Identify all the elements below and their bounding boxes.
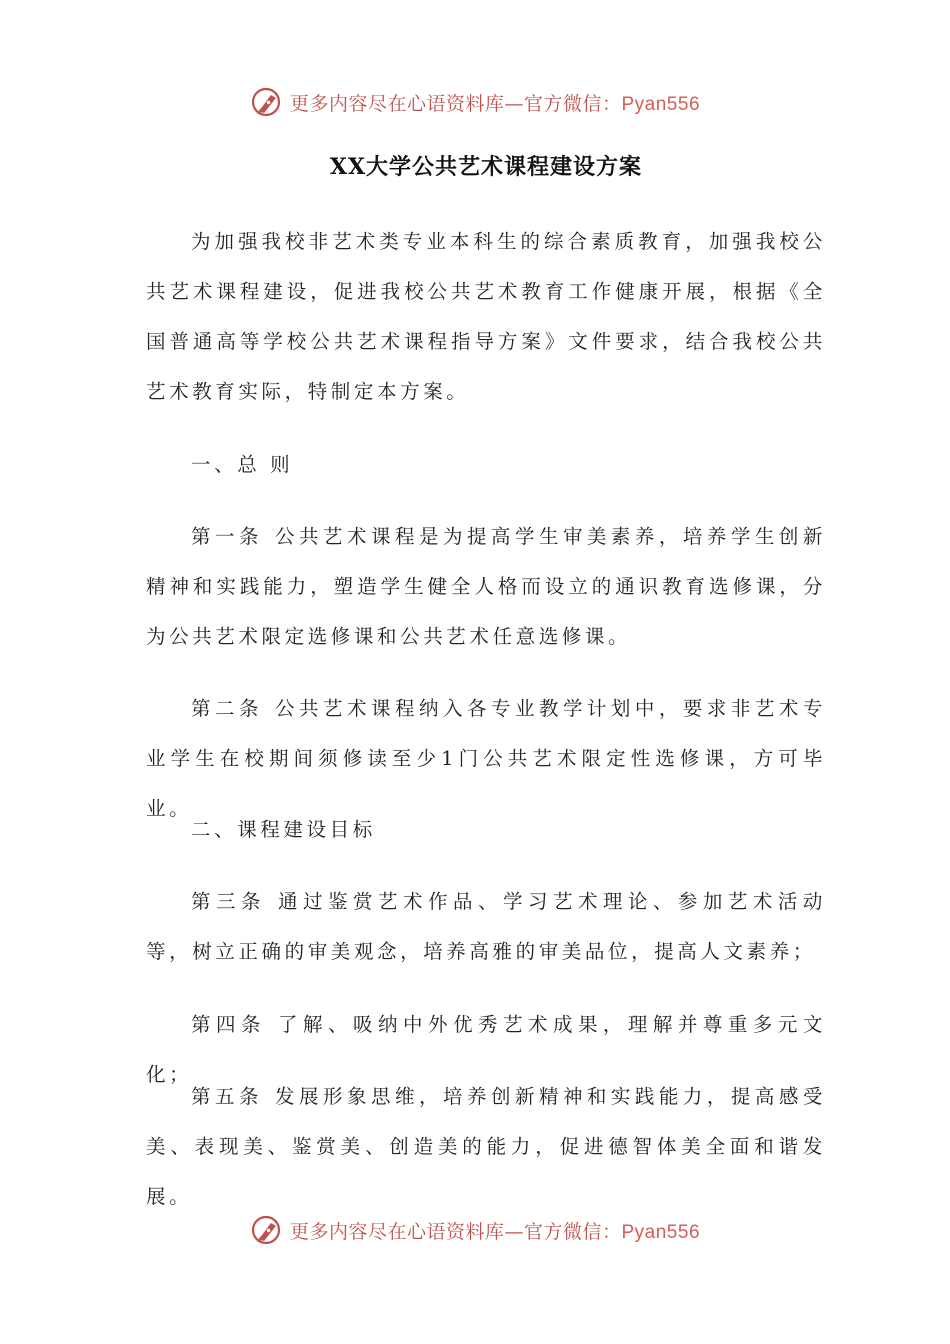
article-number: 第五条	[191, 1085, 263, 1108]
article-5	[146, 1072, 826, 1222]
footer-banner	[0, 1210, 950, 1250]
banner-text-main: 更多内容尽在心语资料库—官方微信：	[289, 92, 622, 115]
banner-text	[290, 1217, 700, 1244]
article-number: 第三条	[191, 890, 266, 913]
article-number: 第一条	[191, 525, 263, 548]
pen-nib-logo-icon	[250, 85, 284, 119]
document-title: XX大学公共艺术课程建设方案	[329, 154, 643, 180]
article-3	[146, 877, 826, 977]
article-text: 发展形象思维，培养创新精神和实践能力，提高感受美、表现美、鉴赏美、创造美的能力，促进德智体美全面和谐发展。	[146, 1085, 826, 1208]
article-text: 公共艺术课程纳入各专业教学计划中，要求非艺术专业学生在校期间须修读至少1门公共艺术限定性选修课，方可毕业。	[146, 697, 826, 820]
pen-nib-logo-icon	[250, 1213, 284, 1247]
article-number: 第二条	[191, 697, 263, 720]
banner-text-main: 更多内容尽在心语资料库—官方微信：	[289, 1220, 622, 1243]
article-text: 了解、吸纳中外优秀艺术成果，理解并尊重多元文化；	[146, 1013, 826, 1086]
section-heading-goals: 二、课程建设目标	[191, 818, 376, 841]
article-number: 第四条	[191, 1013, 266, 1036]
header-banner	[0, 82, 950, 122]
header-banner-content	[250, 85, 700, 119]
footer-banner-content	[250, 1213, 700, 1247]
intro-paragraph: 为加强我校非艺术类专业本科生的综合素质教育，加强我校公共艺术课程建设，促进我校公共艺术教育工作健康开展，根据《全国普通高等学校公共艺术课程指导方案》文件要求，结合我校公共艺术教育实际，特制定本方案。	[146, 230, 826, 403]
section-heading-general: 一、总 则	[191, 453, 294, 476]
article-text: 通过鉴赏艺术作品、学习艺术理论、参加艺术活动等，树立正确的审美观念，培养高雅的审美品位，提高人文素养；	[146, 890, 826, 963]
banner-wechat-id: Pyan556	[621, 93, 701, 115]
article-1	[146, 512, 826, 662]
article-text: 公共艺术课程是为提高学生审美素养，培养学生创新精神和实践能力，塑造学生健全人格而设立的通识教育选修课，分为公共艺术限定选修课和公共艺术任意选修课。	[146, 525, 826, 648]
banner-wechat-id: Pyan556	[621, 1221, 701, 1243]
banner-text	[290, 89, 700, 116]
